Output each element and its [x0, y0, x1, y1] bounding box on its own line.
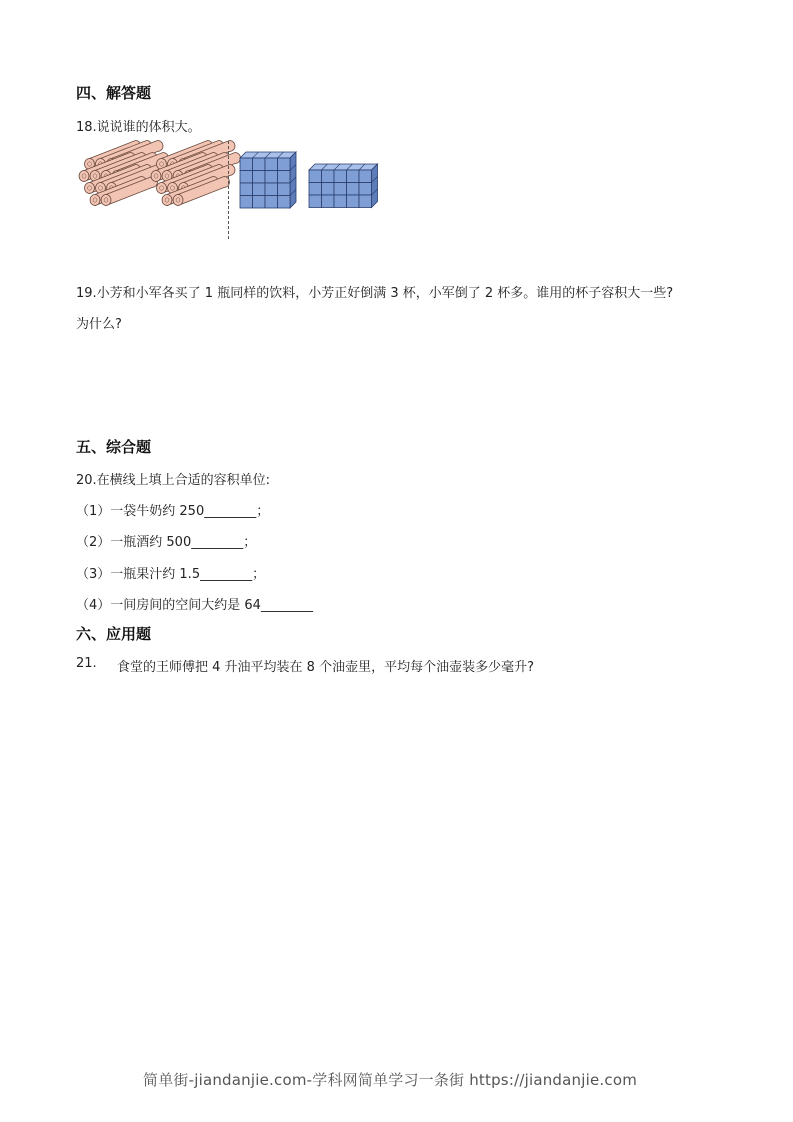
unit-cube	[309, 195, 322, 208]
unit-cube	[253, 171, 266, 184]
q20-item-4-number: （4）	[76, 598, 111, 613]
unit-cube	[253, 183, 266, 196]
question-20: 20.在横线上填上合适的容积单位:	[76, 473, 271, 488]
unit-cube	[334, 183, 347, 196]
section-6-heading: 六、应用题	[76, 625, 152, 643]
cube-block-2	[309, 164, 378, 208]
unit-cube	[278, 183, 291, 196]
cube-top-face	[309, 164, 378, 170]
figure-divider	[228, 141, 229, 239]
unit-cube	[265, 171, 278, 184]
q20-item-1-text: 一袋牛奶约 250________；	[110, 504, 270, 519]
question-19-line-2: 为什么?	[76, 317, 122, 332]
unit-cube	[240, 183, 253, 196]
unit-cube	[309, 170, 322, 183]
unit-cube	[322, 195, 335, 208]
section-4-heading: 四、解答题	[76, 84, 152, 102]
unit-cube	[265, 158, 278, 171]
q20-item-2	[76, 531, 256, 550]
q20-item-4	[76, 594, 313, 613]
q20-item-3-number: （3）	[76, 567, 111, 582]
q20-item-3	[76, 563, 265, 582]
unit-cube	[359, 195, 372, 208]
unit-cube	[240, 196, 253, 209]
question-18: 18.说说谁的体积大。	[76, 120, 201, 135]
q20-item-2-text: 一瓶酒约 500________；	[110, 535, 257, 550]
unit-cube	[309, 183, 322, 196]
unit-cube	[278, 196, 291, 209]
unit-cube	[347, 170, 360, 183]
unit-cube	[359, 183, 372, 196]
section-5-heading: 五、综合题	[76, 438, 152, 456]
unit-cube	[334, 195, 347, 208]
unit-cube	[265, 196, 278, 209]
unit-cube	[359, 170, 372, 183]
q20-item-2-number: （2）	[76, 535, 111, 550]
unit-cube	[240, 171, 253, 184]
question-21-number: 21.	[76, 656, 97, 671]
q20-item-1-number: （1）	[76, 504, 111, 519]
cube-side-face	[372, 164, 378, 208]
unit-cube	[240, 158, 253, 171]
unit-cube	[253, 158, 266, 171]
question-21-text: 食堂的王师傅把 4 升油平均装在 8 个油壶里，平均每个油壶装多少毫升?	[117, 660, 534, 675]
q20-item-3-text: 一瓶果汁约 1.5________；	[110, 567, 266, 582]
unit-cube	[322, 183, 335, 196]
unit-cube	[265, 183, 278, 196]
q20-item-4-text: 一间房间的空间大约是 64________	[110, 598, 313, 613]
question-19-line-1: 19.小芳和小军各买了 1 瓶同样的饮料，小芳正好倒满 3 杯，小军倒了 2 杯多。谁用的杯子容积大一些?	[76, 286, 674, 301]
unit-cube	[322, 170, 335, 183]
page-footer: 简单街-jiandanjie.com-学科网简单学习一条街 https://jiandanjie.com	[143, 1071, 638, 1089]
unit-cube	[347, 183, 360, 196]
unit-cube	[278, 158, 291, 171]
unit-cube	[253, 196, 266, 209]
volume-comparison-figure	[70, 140, 390, 240]
q20-item-1	[76, 500, 269, 519]
unit-cube	[347, 195, 360, 208]
unit-cube	[278, 171, 291, 184]
unit-cube	[334, 170, 347, 183]
cube-block-1	[240, 152, 296, 208]
